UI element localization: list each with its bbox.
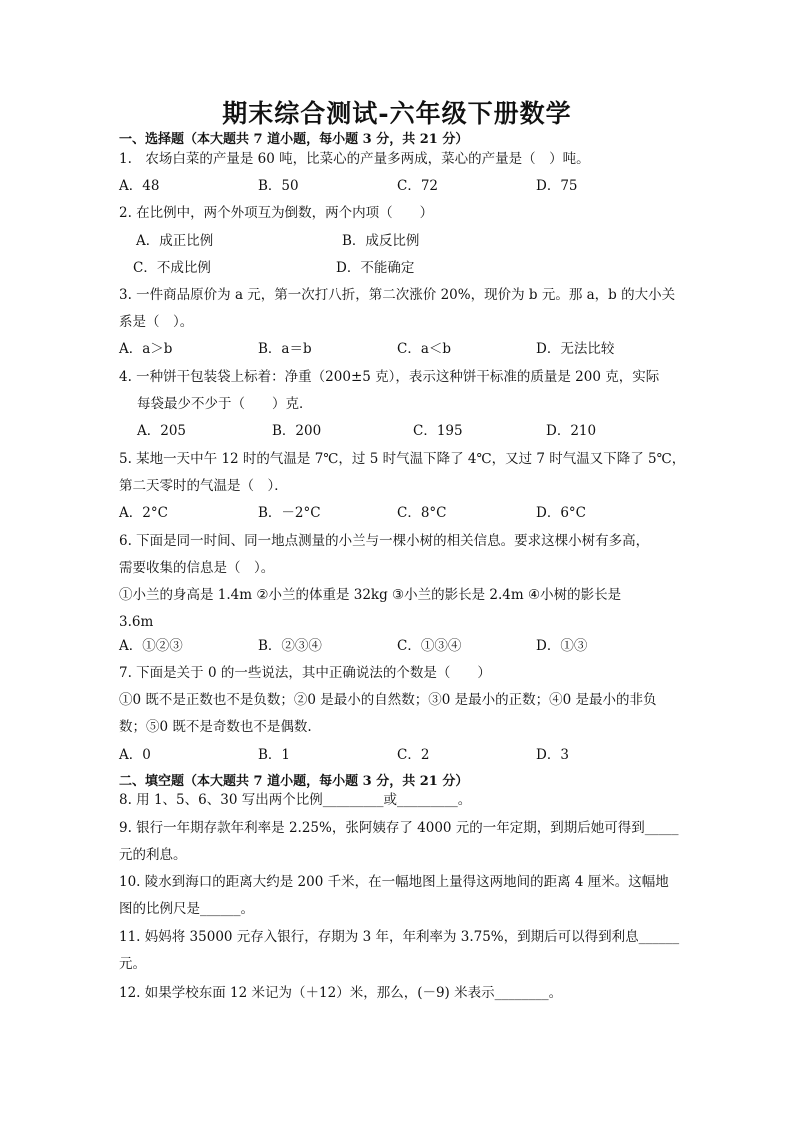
- q5-option-b[interactable]: B．－2°C: [258, 505, 321, 521]
- question-7-info-line1: ①0 既不是正数也不是负数；②0 是最小的自然数；③0 是最小的正数；④0 是最小的非负: [119, 692, 657, 708]
- exam-title: 期末综合测试-六年级下册数学: [222, 99, 572, 128]
- question-4-stem-line2: 每袋最少不少于（ ）克．: [137, 396, 313, 412]
- q2-option-c[interactable]: C．不成比例: [133, 260, 211, 276]
- q1-option-c[interactable]: C．72: [397, 178, 439, 194]
- q4-option-b[interactable]: B．200: [272, 423, 322, 439]
- question-12: 12. 如果学校东面 12 米记为（＋12）米，那么，(－9) 米表示________。: [119, 985, 563, 1001]
- question-10-line1: 10. 陵水到海口的距离大约是 200 千米，在一幅地图上量得这两地间的距离 4 厘米。这幅地: [119, 874, 669, 890]
- question-4-stem-line1: 4. 一种饼干包装袋上标着：净重（200±5 克），表示这种饼干标准的质量是 200 克，实际: [119, 369, 660, 385]
- q1-option-d[interactable]: D．75: [536, 178, 578, 194]
- q4-option-a[interactable]: A．205: [137, 423, 187, 439]
- q5-option-a[interactable]: A．2°C: [119, 505, 168, 521]
- question-5-stem-line2: 第二天零时的气温是（ ）．: [119, 478, 288, 494]
- question-11-line2: 元。: [119, 956, 146, 972]
- question-6-stem-line2: 需要收集的信息是（ ）。: [119, 560, 275, 576]
- q3-option-c[interactable]: C．a＜b: [397, 341, 452, 357]
- question-7-info-line2: 数；⑤0 既不是奇数也不是偶数.: [119, 719, 312, 735]
- q7-option-b[interactable]: B．1: [258, 747, 291, 763]
- q1-option-a[interactable]: A．48: [119, 178, 160, 194]
- section-heading-choice: 一、选择题（本大题共 7 道小题，每小题 3 分，共 21 分）: [119, 132, 469, 147]
- q6-option-b[interactable]: B．②③④: [258, 638, 322, 654]
- question-6-info-line1: ①小兰的身高是 1.4m ②小兰的体重是 32kg ③小兰的影长是 2.4m ④小树的影长是: [119, 587, 622, 603]
- q1-option-b[interactable]: B．50: [258, 178, 299, 194]
- q2-option-d[interactable]: D．不能确定: [336, 260, 415, 276]
- question-6-stem-line1: 6. 下面是同一时间、同一地点测量的小兰与一棵小树的相关信息。要求这棵小树有多高，: [119, 533, 650, 549]
- question-1-stem: 1. 农场白菜的产量是 60 吨，比菜心的产量多两成，菜心的产量是（ ）吨。: [119, 151, 590, 167]
- q6-option-a[interactable]: A．①②③: [119, 638, 183, 654]
- question-3-stem-line1: 3. 一件商品原价为 a 元，第一次打八折，第二次涨价 20%，现价为 b 元。那 a，b 的大小关: [119, 287, 676, 303]
- question-8: 8. 用 1、5、6、30 写出两个比例_________或_________。: [119, 792, 472, 808]
- question-9-line1: 9. 银行一年期存款年利率是 2.25%，张阿姨存了 4000 元的一年定期，到期后她可得到_____: [119, 820, 679, 836]
- q6-option-c[interactable]: C．①③④: [397, 638, 462, 654]
- question-5-stem-line1: 5. 某地一天中午 12 时的气温是 7℃，过 5 时气温下降了 4℃，又过 7 时气温又下降了 5℃，: [119, 451, 686, 467]
- q5-option-c[interactable]: C．8°C: [397, 505, 447, 521]
- q4-option-c[interactable]: C．195: [413, 423, 463, 439]
- q2-option-a[interactable]: A．成正比例: [136, 233, 214, 249]
- q3-option-a[interactable]: A．a＞b: [119, 341, 173, 357]
- q7-option-a[interactable]: A．0: [119, 747, 151, 763]
- question-3-stem-line2: 系是（ ）。: [119, 314, 194, 330]
- question-7-stem: 7. 下面是关于 0 的一些说法，其中正确说法的个数是（ ）: [119, 665, 491, 681]
- question-6-info-line2: 3.6m: [119, 614, 154, 630]
- q4-option-d[interactable]: D．210: [546, 423, 597, 439]
- q3-option-b[interactable]: B．a＝b: [258, 341, 312, 357]
- section-heading-fill-in: 二、填空题（本大题共 7 道小题，每小题 3 分，共 21 分）: [119, 774, 469, 789]
- q5-option-d[interactable]: D．6°C: [536, 505, 586, 521]
- question-9-line2: 元的利息。: [119, 847, 187, 863]
- question-11-line1: 11. 妈妈将 35000 元存入银行，存期为 3 年，年利率为 3.75%，到期后可以得到利息______: [119, 929, 680, 945]
- q7-option-c[interactable]: C．2: [397, 747, 430, 763]
- q2-option-b[interactable]: B．成反比例: [342, 233, 420, 249]
- q7-option-d[interactable]: D．3: [536, 747, 569, 763]
- question-10-line2: 图的比例尺是______。: [119, 901, 254, 917]
- q3-option-d[interactable]: D．无法比较: [536, 341, 615, 357]
- q6-option-d[interactable]: D．①③: [536, 638, 588, 654]
- question-2-stem: 2. 在比例中，两个外项互为倒数，两个内项（ ）: [119, 205, 434, 221]
